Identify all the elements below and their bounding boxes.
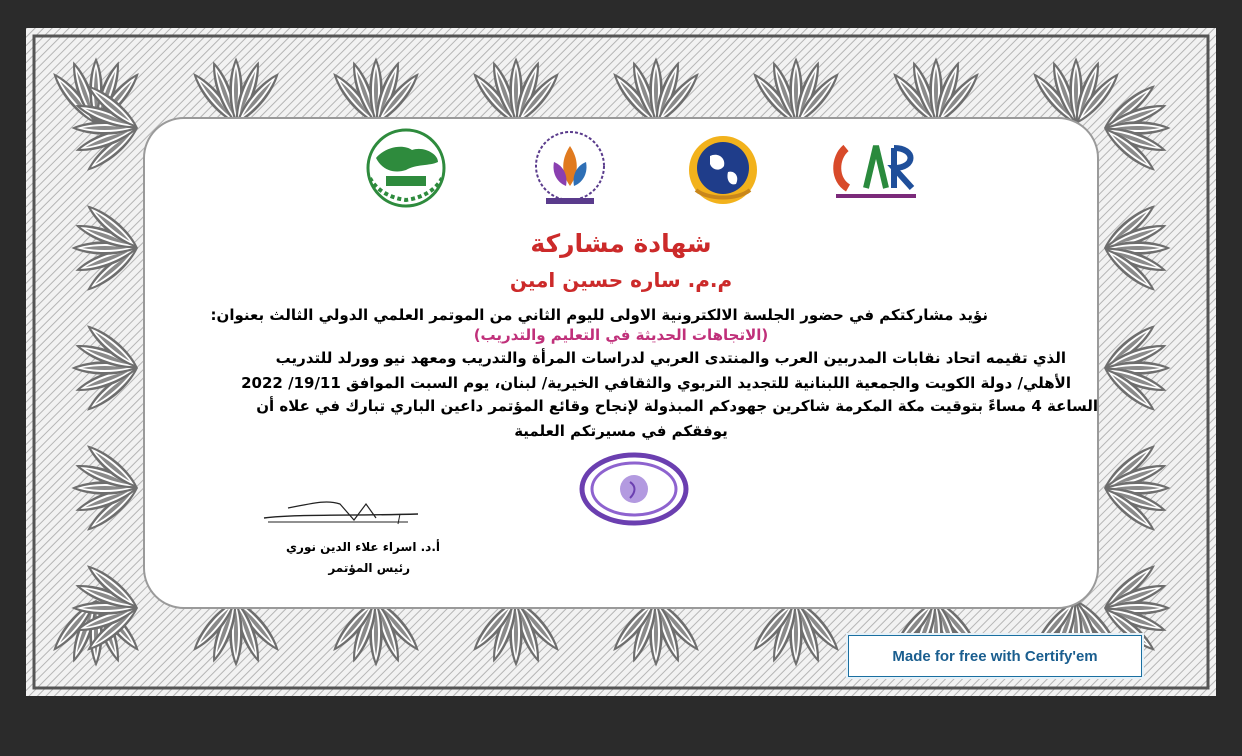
signer-name: أ.د. اسراء علاء الدين نوري bbox=[286, 540, 440, 554]
signature bbox=[258, 494, 428, 528]
body-line: الأهلي/ دولة الكويت والجمعية اللبنانية للتجديد التربوي والثقافي الخيرية/ لبنان، يوم السبت الموافق 19/11/ 2022 bbox=[241, 374, 1071, 392]
recipient-name: م.م. ساره حسين امين bbox=[509, 268, 733, 292]
intro-line: نؤيد مشاركتكم في حضور الجلسة الالكترونية الاولى لليوم الثاني من الموتمر العلمي الدولي الثالث بعنوان: bbox=[210, 306, 988, 324]
lebanese-association-logo bbox=[816, 128, 936, 210]
union-of-arab-trainers-logo bbox=[346, 128, 466, 210]
certificate-title: شهادة مشاركة bbox=[530, 229, 712, 258]
certificate bbox=[26, 28, 1216, 696]
body-line: يوفقكم في مسيرتكم العلمية bbox=[514, 422, 728, 440]
signer-role: رئيس المؤتمر bbox=[328, 561, 410, 575]
arab-forum-womens-studies-logo bbox=[510, 128, 630, 210]
body-line: الذي تقيمه اتحاد نقابات المدربين العرب والمنتدى العربي لدراسات المرأة والتدريب ومعهد نيو وورلد للتدريب bbox=[275, 349, 1066, 367]
new-world-institute-globe-logo bbox=[668, 128, 778, 210]
body-line: الساعة 4 مساءً بتوقيت مكة المكرمة شاكرين جهودكم المبذولة لإنجاح وقائع المؤتمر داعين الباري تبارك في علاه أن bbox=[256, 397, 1098, 415]
official-seal bbox=[578, 452, 690, 526]
conference-topic: (الاتجاهات الحديثة في التعليم والتدريب) bbox=[473, 326, 769, 344]
certifyem-badge-link[interactable]: Made for free with Certify'em bbox=[848, 635, 1142, 677]
